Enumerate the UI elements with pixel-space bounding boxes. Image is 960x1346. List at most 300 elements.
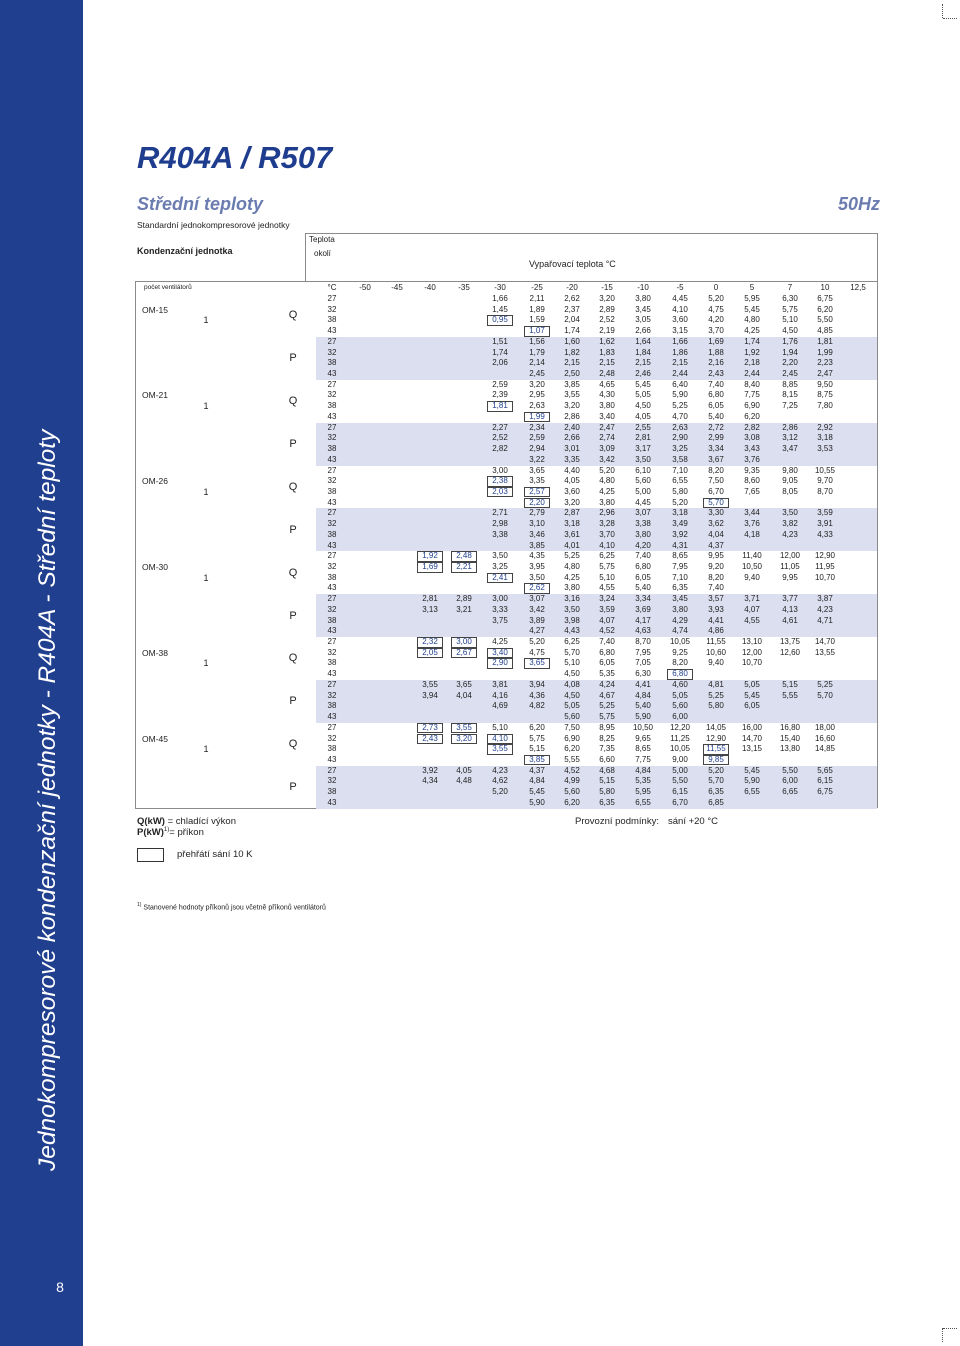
ambient-temperature: 32 bbox=[327, 776, 337, 786]
table-cell: 6,30 bbox=[635, 669, 651, 679]
table-cell: 1,84 bbox=[635, 347, 651, 357]
table-cell: 5,15 bbox=[782, 679, 798, 689]
table-cell: 3,50 bbox=[492, 551, 508, 561]
table-row bbox=[0, 755, 960, 766]
table-cell: 9,00 bbox=[672, 754, 688, 764]
table-cell: 4,25 bbox=[492, 637, 508, 647]
ambient-temperature: 43 bbox=[327, 326, 337, 336]
table-cell: 8,60 bbox=[744, 476, 760, 486]
table-cell: 5,40 bbox=[635, 701, 651, 711]
table-cell: 9,70 bbox=[817, 476, 833, 486]
table-cell: 2,59 bbox=[529, 433, 545, 443]
table-cell: 8,95 bbox=[599, 722, 615, 732]
table-cell: 10,55 bbox=[814, 465, 836, 475]
cell-value: 2,67 bbox=[451, 648, 477, 659]
table-cell: 2,66 bbox=[564, 433, 580, 443]
table-cell: 5,25 bbox=[672, 401, 688, 411]
table-cell: 12,20 bbox=[669, 722, 691, 732]
table-cell: 4,84 bbox=[529, 776, 545, 786]
table-cell: 6,55 bbox=[672, 476, 688, 486]
table-cell: 10,05 bbox=[669, 637, 691, 647]
cell-value: 2,05 bbox=[417, 648, 443, 659]
table-row bbox=[0, 455, 960, 466]
table-cell: 2,96 bbox=[599, 508, 615, 518]
table-cell: 2,50 bbox=[564, 369, 580, 379]
table-cell: 6,20 bbox=[817, 304, 833, 314]
table-cell: 4,25 bbox=[744, 326, 760, 336]
table-cell: 10,70 bbox=[741, 658, 763, 668]
table-cell: 4,41 bbox=[708, 615, 724, 625]
table-cell: 3,77 bbox=[782, 594, 798, 604]
table-cell: 4,71 bbox=[817, 615, 833, 625]
cell-value: 1,07 bbox=[524, 326, 550, 337]
cell-value: 4,10 bbox=[487, 734, 513, 745]
table-cell: 6,20 bbox=[529, 722, 545, 732]
table-cell: 7,40 bbox=[708, 379, 724, 389]
table-cell: 3,18 bbox=[672, 508, 688, 518]
table-cell: 5,45 bbox=[529, 787, 545, 797]
table-cell: 9,50 bbox=[817, 379, 833, 389]
ambient-header-line2: okolí bbox=[314, 249, 331, 258]
table-cell: 6,30 bbox=[782, 294, 798, 303]
table-cell-superheat bbox=[699, 744, 733, 755]
table-cell: 3,67 bbox=[708, 454, 724, 464]
table-cell: 5,45 bbox=[744, 304, 760, 314]
table-cell: 1,81 bbox=[817, 336, 833, 346]
table-cell-superheat bbox=[520, 412, 554, 423]
ambient-temperature: 38 bbox=[327, 787, 337, 797]
table-cell: 6,10 bbox=[635, 465, 651, 475]
table-cell: 2,90 bbox=[672, 433, 688, 443]
table-cell: 5,20 bbox=[708, 765, 724, 775]
table-cell: 2,95 bbox=[529, 390, 545, 400]
table-cell: 8,70 bbox=[635, 637, 651, 647]
table-cell: 3,81 bbox=[492, 679, 508, 689]
table-cell: 5,95 bbox=[635, 787, 651, 797]
table-cell: 6,80 bbox=[635, 562, 651, 571]
column-header: -50 bbox=[359, 283, 371, 292]
table-cell: 2,11 bbox=[529, 294, 545, 303]
table-cell-superheat bbox=[520, 583, 554, 594]
table-cell: 5,20 bbox=[708, 294, 724, 303]
table-cell: 13,80 bbox=[779, 744, 801, 754]
cell-value: 0,95 bbox=[487, 315, 513, 326]
cell-value: 2,20 bbox=[524, 498, 550, 509]
column-header: 0 bbox=[713, 283, 719, 292]
table-cell: 5,10 bbox=[599, 572, 615, 582]
table-cell: 3,80 bbox=[635, 529, 651, 539]
table-cell: 3,95 bbox=[529, 562, 545, 571]
table-cell: 2,27 bbox=[492, 422, 508, 432]
block-label: P bbox=[289, 438, 297, 451]
ambient-temperature: 27 bbox=[327, 637, 337, 647]
table-cell: 5,25 bbox=[599, 701, 615, 711]
evaporation-header: Vypařovací teplota °C bbox=[529, 259, 616, 269]
table-cell: 3,01 bbox=[564, 444, 580, 454]
ambient-temperature: 38 bbox=[327, 701, 337, 711]
table-cell: 5,25 bbox=[817, 679, 833, 689]
table-cell: 3,69 bbox=[635, 604, 651, 614]
table-cell: 4,31 bbox=[672, 540, 688, 550]
table-cell: 6,05 bbox=[599, 658, 615, 668]
table-cell: 5,20 bbox=[672, 497, 688, 507]
crop-mark-top-right-h bbox=[943, 18, 957, 19]
table-row bbox=[0, 530, 960, 541]
table-cell-superheat bbox=[520, 487, 554, 498]
table-cell: 2,45 bbox=[529, 369, 545, 379]
table-cell: 11,40 bbox=[742, 551, 762, 561]
table-cell: 3,65 bbox=[529, 465, 545, 475]
table-cell: 2,45 bbox=[782, 369, 798, 379]
table-cell: 5,50 bbox=[782, 765, 798, 775]
table-cell: 10,50 bbox=[632, 722, 654, 732]
legend-p-symbol: P(kW) bbox=[137, 827, 164, 839]
table-cell: 8,75 bbox=[817, 390, 833, 400]
cell-value: 2,57 bbox=[524, 487, 550, 498]
table-cell: 5,45 bbox=[744, 690, 760, 700]
table-cell: 7,95 bbox=[635, 647, 651, 657]
ambient-temperature: 38 bbox=[327, 744, 337, 754]
table-row bbox=[0, 401, 960, 412]
table-cell: 4,75 bbox=[529, 647, 545, 657]
table-cell: 6,20 bbox=[564, 744, 580, 754]
table-row bbox=[0, 294, 960, 305]
table-cell: 6,70 bbox=[708, 486, 724, 496]
table-cell: 11,95 bbox=[815, 562, 835, 571]
table-cell: 7,10 bbox=[672, 465, 688, 475]
table-cell: 7,35 bbox=[599, 744, 615, 754]
table-cell: 2,06 bbox=[492, 358, 508, 368]
table-cell: 3,91 bbox=[817, 519, 833, 529]
table-cell: 3,16 bbox=[564, 594, 580, 604]
block-label: P bbox=[289, 523, 297, 536]
table-row bbox=[0, 337, 960, 348]
table-cell: 5,80 bbox=[599, 787, 615, 797]
table-cell: 5,10 bbox=[782, 315, 798, 325]
table-cell: 9,80 bbox=[782, 465, 798, 475]
cell-value: 1,69 bbox=[417, 562, 443, 573]
table-cell-superheat bbox=[483, 573, 517, 584]
table-cell: 4,20 bbox=[708, 315, 724, 325]
table-row bbox=[0, 508, 960, 519]
table-cell-superheat bbox=[483, 734, 517, 745]
ambient-temperature: 38 bbox=[327, 444, 337, 454]
table-cell: 1,74 bbox=[744, 336, 760, 346]
ambient-temperature: 43 bbox=[327, 797, 337, 807]
table-cell-superheat bbox=[447, 551, 481, 562]
table-cell-superheat bbox=[483, 658, 517, 669]
table-row bbox=[0, 583, 960, 594]
table-cell-superheat bbox=[447, 562, 481, 573]
table-cell: 3,71 bbox=[744, 594, 760, 604]
table-cell: 2,52 bbox=[599, 315, 615, 325]
table-row bbox=[0, 766, 960, 777]
table-cell: 8,25 bbox=[599, 733, 615, 743]
table-cell: 2,14 bbox=[529, 358, 545, 368]
cell-value: 2,48 bbox=[451, 551, 477, 562]
table-cell: 4,80 bbox=[744, 315, 760, 325]
table-cell: 6,20 bbox=[744, 411, 760, 421]
table-row bbox=[0, 423, 960, 434]
conditions-label: Provozní podmínky: bbox=[575, 816, 659, 827]
cell-value: 1,99 bbox=[524, 412, 550, 423]
table-cell: 3,55 bbox=[422, 679, 438, 689]
table-cell: 2,81 bbox=[422, 594, 438, 604]
table-cell: 7,65 bbox=[744, 486, 760, 496]
table-row bbox=[0, 541, 960, 552]
table-cell: 1,76 bbox=[782, 336, 798, 346]
block-label: P bbox=[289, 609, 297, 622]
table-cell: 5,05 bbox=[744, 679, 760, 689]
table-cell: 3,13 bbox=[422, 604, 438, 614]
cell-value: 9,85 bbox=[703, 755, 729, 766]
table-cell: 7,95 bbox=[672, 562, 688, 571]
table-row bbox=[0, 412, 960, 423]
table-cell: 13,15 bbox=[741, 744, 763, 754]
table-row bbox=[0, 466, 960, 477]
table-cell: 4,20 bbox=[635, 540, 651, 550]
table-cell: 3,22 bbox=[529, 454, 545, 464]
ambient-temperature: 32 bbox=[327, 690, 337, 700]
table-cell: 5,15 bbox=[529, 744, 545, 754]
table-cell: 1,60 bbox=[564, 336, 580, 346]
table-cell: 2,23 bbox=[817, 358, 833, 368]
block-label: Q bbox=[288, 738, 298, 751]
column-header: 12,5 bbox=[850, 283, 866, 292]
table-cell: 3,61 bbox=[564, 529, 580, 539]
table-cell: 8,15 bbox=[782, 390, 798, 400]
table-cell: 3,65 bbox=[456, 679, 472, 689]
table-cell: 5,20 bbox=[492, 787, 508, 797]
table-cell: 5,90 bbox=[744, 776, 760, 786]
ambient-temperature: 43 bbox=[327, 540, 337, 550]
table-cell: 6,15 bbox=[817, 776, 833, 786]
table-cell: 4,61 bbox=[782, 615, 798, 625]
table-cell: 11,55 bbox=[706, 637, 726, 647]
table-cell: 4,07 bbox=[599, 615, 615, 625]
table-cell: 8,40 bbox=[744, 379, 760, 389]
ambient-temperature: 38 bbox=[327, 572, 337, 582]
table-cell: 4,43 bbox=[564, 626, 580, 636]
table-cell: 6,80 bbox=[708, 390, 724, 400]
table-cell: 3,07 bbox=[635, 508, 651, 518]
table-cell: 6,35 bbox=[708, 787, 724, 797]
block-label: Q bbox=[288, 395, 298, 408]
unit-name: OM-38 bbox=[142, 647, 168, 658]
ambient-temperature: 27 bbox=[327, 722, 337, 732]
table-cell: 2,82 bbox=[492, 444, 508, 454]
table-cell: 3,59 bbox=[599, 604, 615, 614]
table-cell: 5,05 bbox=[672, 690, 688, 700]
table-cell: 9,35 bbox=[744, 465, 760, 475]
ambient-temperature: 43 bbox=[327, 454, 337, 464]
table-row bbox=[0, 498, 960, 509]
table-cell: 8,65 bbox=[672, 551, 688, 561]
block-label: P bbox=[289, 781, 297, 794]
table-cell: 4,10 bbox=[599, 540, 615, 550]
table-cell: 3,25 bbox=[672, 444, 688, 454]
table-cell: 7,50 bbox=[708, 476, 724, 486]
ambient-temperature: 27 bbox=[327, 422, 337, 432]
column-header: -15 bbox=[601, 283, 613, 292]
cell-value: 2,03 bbox=[487, 487, 513, 498]
table-cell: 12,90 bbox=[705, 733, 727, 743]
table-cell-superheat bbox=[520, 658, 554, 669]
table-cell: 1,66 bbox=[492, 294, 508, 303]
table-cell: 4,70 bbox=[672, 411, 688, 421]
table-cell: 6,80 bbox=[599, 647, 615, 657]
table-cell: 4,63 bbox=[635, 626, 651, 636]
table-cell: 12,90 bbox=[814, 551, 836, 561]
table-cell: 5,90 bbox=[529, 797, 545, 807]
table-cell: 3,25 bbox=[492, 562, 508, 571]
unit-name: OM-45 bbox=[142, 733, 168, 744]
table-cell: 4,05 bbox=[456, 765, 472, 775]
table-row bbox=[0, 776, 960, 787]
table-cell: 2,40 bbox=[564, 422, 580, 432]
table-cell: 4,81 bbox=[708, 679, 724, 689]
unit-name: OM-15 bbox=[142, 304, 168, 315]
table-row bbox=[0, 787, 960, 798]
table-cell: 4,69 bbox=[492, 701, 508, 711]
table-row bbox=[0, 744, 960, 755]
table-cell: 6,00 bbox=[782, 776, 798, 786]
table-cell: 12,00 bbox=[779, 551, 801, 561]
ambient-temperature: 27 bbox=[327, 551, 337, 561]
page-number: 8 bbox=[56, 1279, 64, 1295]
table-cell: 4,74 bbox=[672, 626, 688, 636]
ambient-temperature: 43 bbox=[327, 497, 337, 507]
table-cell: 3,50 bbox=[529, 572, 545, 582]
table-cell-superheat bbox=[413, 562, 447, 573]
table-row bbox=[0, 562, 960, 573]
table-cell: 1,66 bbox=[672, 336, 688, 346]
frequency-label: 50Hz bbox=[838, 194, 881, 214]
cell-value: 2,90 bbox=[487, 658, 513, 669]
cell-value: 2,73 bbox=[417, 723, 443, 734]
table-cell: 4,55 bbox=[599, 583, 615, 593]
table-cell: 5,70 bbox=[564, 647, 580, 657]
table-row bbox=[0, 390, 960, 401]
cell-value: 1,92 bbox=[417, 551, 443, 562]
table-cell: 3,87 bbox=[817, 594, 833, 604]
table-cell-superheat bbox=[663, 669, 697, 680]
table-cell: 3,09 bbox=[599, 444, 615, 454]
table-cell: 3,53 bbox=[817, 444, 833, 454]
table-cell: 3,20 bbox=[599, 294, 615, 303]
table-cell: 1,88 bbox=[708, 347, 724, 357]
table-cell: 10,50 bbox=[741, 562, 763, 571]
table-cell: 8,20 bbox=[708, 465, 724, 475]
table-cell: 3,18 bbox=[817, 433, 833, 443]
table-cell: 5,60 bbox=[564, 787, 580, 797]
table-cell: 4,60 bbox=[672, 679, 688, 689]
table-cell: 6,75 bbox=[817, 787, 833, 797]
table-cell: 3,12 bbox=[782, 433, 798, 443]
table-cell: 7,75 bbox=[744, 390, 760, 400]
table-cell: 9,40 bbox=[708, 658, 724, 668]
column-header: 7 bbox=[787, 283, 793, 292]
table-cell-superheat bbox=[413, 551, 447, 562]
table-cell: 3,50 bbox=[635, 454, 651, 464]
block-label: Q bbox=[288, 309, 298, 322]
table-cell: 4,45 bbox=[672, 294, 688, 303]
table-cell: 5,40 bbox=[635, 583, 651, 593]
table-cell: 7,10 bbox=[672, 572, 688, 582]
ambient-temperature: 38 bbox=[327, 486, 337, 496]
table-cell: 4,99 bbox=[564, 776, 580, 786]
table-cell: 4,18 bbox=[744, 529, 760, 539]
table-header-divider bbox=[135, 281, 877, 282]
fans-header: počet ventilátorů bbox=[144, 284, 192, 291]
table-cell: 4,84 bbox=[635, 690, 651, 700]
table-cell: 1,94 bbox=[782, 347, 798, 357]
table-cell: 5,50 bbox=[817, 315, 833, 325]
ambient-temperature: 27 bbox=[327, 379, 337, 389]
column-header: -20 bbox=[566, 283, 578, 292]
superheat-legend-box bbox=[137, 848, 164, 862]
ambient-temperature: 32 bbox=[327, 433, 337, 443]
column-header: -30 bbox=[494, 283, 506, 292]
conditions-value: sání +20 °C bbox=[668, 816, 719, 827]
ambient-temperature: 32 bbox=[327, 604, 337, 614]
table-row bbox=[0, 669, 960, 680]
table-cell: 5,70 bbox=[817, 690, 833, 700]
table-cell: 4,37 bbox=[529, 765, 545, 775]
table-cell-superheat bbox=[483, 744, 517, 755]
cell-value: 3,65 bbox=[524, 658, 550, 669]
table-row bbox=[0, 648, 960, 659]
table-cell: 5,80 bbox=[672, 486, 688, 496]
table-row bbox=[0, 626, 960, 637]
table-cell: 2,55 bbox=[635, 422, 651, 432]
table-cell: 4,67 bbox=[599, 690, 615, 700]
table-cell: 7,05 bbox=[635, 658, 651, 668]
table-cell: 1,99 bbox=[817, 347, 833, 357]
table-cell: 1,92 bbox=[744, 347, 760, 357]
table-cell: 6,05 bbox=[744, 701, 760, 711]
unit-name: OM-26 bbox=[142, 476, 168, 487]
cell-value: 3,00 bbox=[451, 637, 477, 648]
table-cell: 5,70 bbox=[708, 776, 724, 786]
table-cell: 4,62 bbox=[492, 776, 508, 786]
table-cell-superheat bbox=[447, 648, 481, 659]
table-cell: 6,85 bbox=[708, 797, 724, 807]
crop-mark-top-right bbox=[942, 4, 943, 18]
ambient-temperature: 32 bbox=[327, 733, 337, 743]
table-cell: 2,89 bbox=[456, 594, 472, 604]
table-cell: 13,10 bbox=[741, 637, 763, 647]
table-cell: 3,80 bbox=[599, 401, 615, 411]
table-cell: 6,20 bbox=[564, 797, 580, 807]
unit-header: Kondenzační jednotka bbox=[137, 246, 233, 256]
ambient-temperature: 43 bbox=[327, 369, 337, 379]
table-cell: 3,38 bbox=[635, 519, 651, 529]
table-cell: 2,37 bbox=[564, 304, 580, 314]
table-cell: 3,24 bbox=[599, 594, 615, 604]
table-cell: 12,60 bbox=[779, 647, 801, 657]
table-cell: 3,94 bbox=[422, 690, 438, 700]
table-cell: 2,81 bbox=[635, 433, 651, 443]
table-cell: 3,00 bbox=[492, 465, 508, 475]
table-cell: 5,75 bbox=[529, 733, 545, 743]
table-row bbox=[0, 680, 960, 691]
table-cell: 6,25 bbox=[564, 637, 580, 647]
table-row bbox=[0, 476, 960, 487]
table-cell: 2,47 bbox=[817, 369, 833, 379]
table-cell: 3,05 bbox=[635, 315, 651, 325]
cell-value: 5,70 bbox=[703, 498, 729, 509]
